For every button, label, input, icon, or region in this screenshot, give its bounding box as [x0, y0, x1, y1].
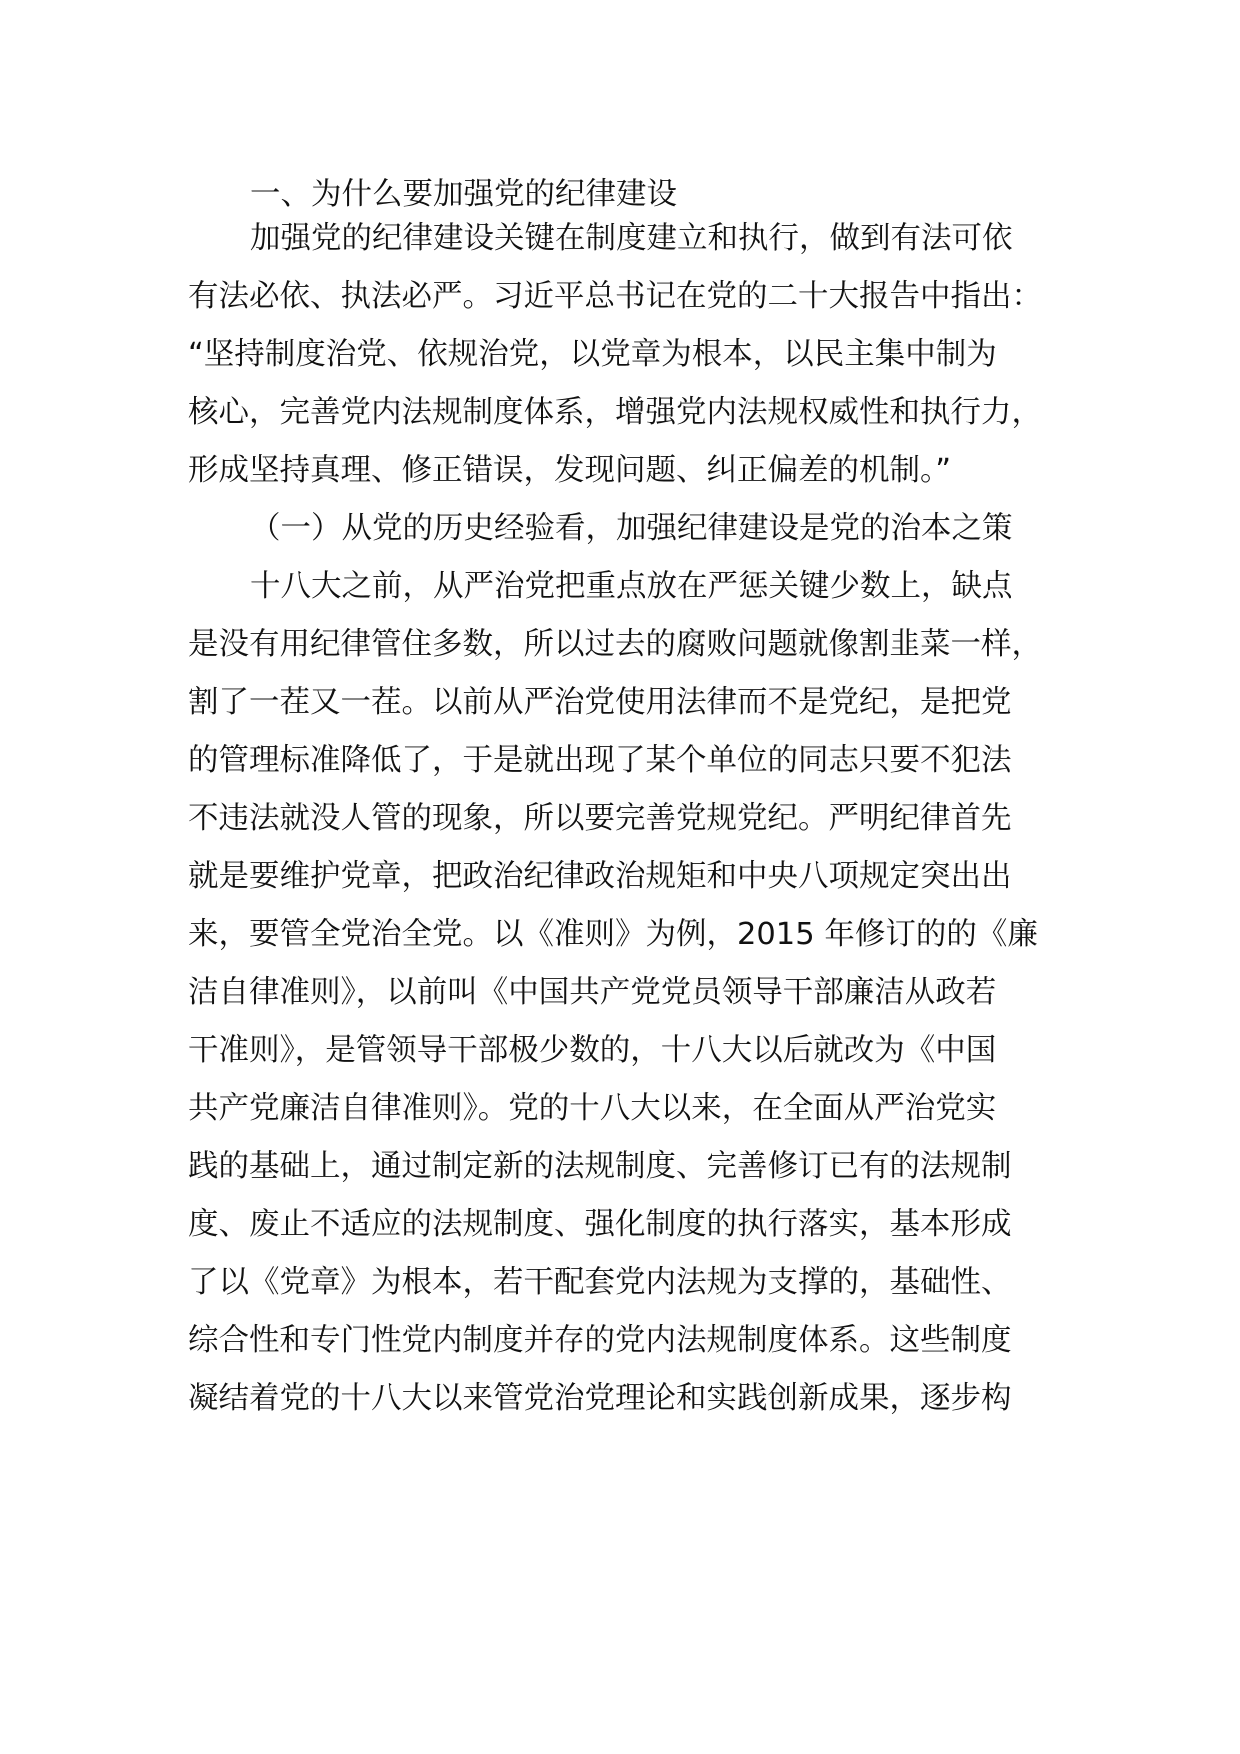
paragraph-line: 是没有用纪律管住多数，所以过去的腐败问题就像割韭菜一样， [188, 627, 1042, 662]
paragraph-line: 干准则》，是管领导干部极少数的，十八大以后就改为《中国 [188, 1033, 997, 1068]
paragraph-line: 有法必依、执法必严。习近平总书记在党的二十大报告中指出： [188, 279, 1042, 314]
subsection-heading: （一）从党的历史经验看，加强纪律建设是党的治本之策 [250, 511, 1013, 546]
paragraph-line: 核心，完善党内法规制度体系，增强党内法规权威性和执行力， [188, 395, 1042, 430]
paragraph-line: 共产党廉洁自律准则》。党的十八大以来，在全面从严治党实 [188, 1091, 997, 1126]
paragraph-line: 不违法就没人管的现象，所以要完善党规党纪。严明纪律首先 [188, 801, 1012, 836]
paragraph-line: 凝结着党的十八大以来管党治党理论和实践创新成果，逐步构 [188, 1381, 1012, 1416]
paragraph-line: 割了一茬又一茬。以前从严治党使用法律而不是党纪，是把党 [188, 685, 1012, 720]
paragraph-line: 就是要维护党章，把政治纪律政治规矩和中央八项规定突出出 [188, 859, 1012, 894]
paragraph-line: 十八大之前，从严治党把重点放在严惩关键少数上，缺点 [250, 569, 1013, 604]
paragraph-line: 的管理标准降低了，于是就出现了某个单位的同志只要不犯法 [188, 743, 1012, 778]
paragraph-line: “坚持制度治党、依规治党，以党章为根本，以民主集中制为 [188, 337, 997, 372]
section-heading: 一、为什么要加强党的纪律建设 [250, 177, 677, 212]
paragraph-line: 了以《党章》为根本，若干配套党内法规为支撑的，基础性、 [188, 1265, 1012, 1300]
paragraph-line: 度、废止不适应的法规制度、强化制度的执行落实，基本形成 [188, 1207, 1012, 1242]
paragraph-line: 加强党的纪律建设关键在制度建立和执行，做到有法可依 [250, 221, 1013, 256]
paragraph-line: 综合性和专门性党内制度并存的党内法规制度体系。这些制度 [188, 1323, 1012, 1358]
paragraph-line: 洁自律准则》，以前叫《中国共产党党员领导干部廉洁从政若 [188, 975, 997, 1010]
paragraph-line: 践的基础上，通过制定新的法规制度、完善修订已有的法规制 [188, 1149, 1012, 1184]
paragraph-line: 来，要管全党治全党。以《准则》为例，2015 年修订的的《廉 [188, 917, 1038, 952]
paragraph-line: 形成坚持真理、修正错误，发现问题、纠正偏差的机制。” [188, 453, 952, 488]
